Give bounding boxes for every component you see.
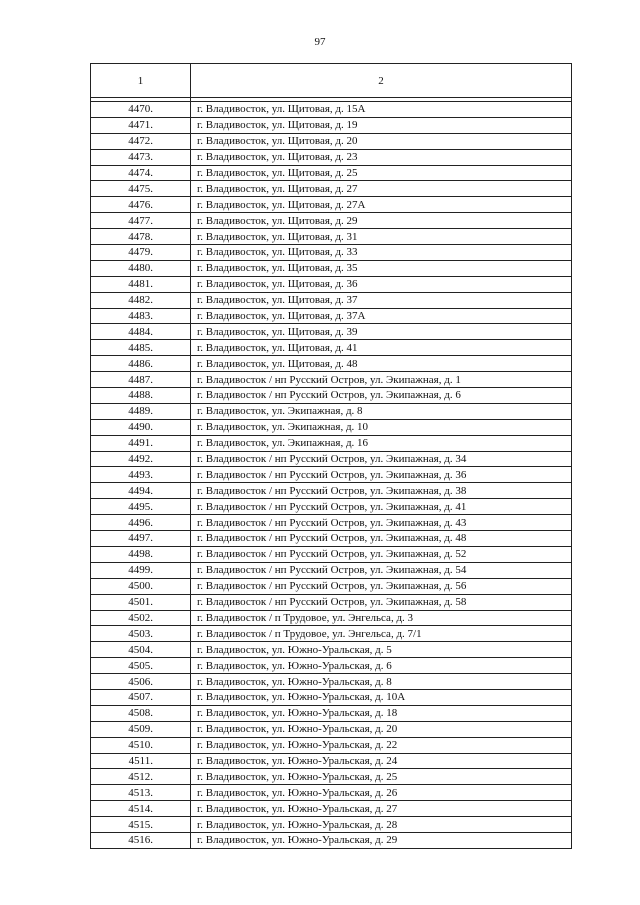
table-row [91, 817, 572, 833]
row-number: 4487. [91, 372, 191, 388]
row-address: г. Владивосток / нп Русский Остров, ул. Экипажная, д. 1 [191, 372, 572, 388]
row-address: г. Владивосток / нп Русский Остров, ул. Экипажная, д. 54 [191, 562, 572, 578]
table-row [91, 832, 572, 848]
row-address: г. Владивосток / нп Русский Остров, ул. Экипажная, д. 56 [191, 578, 572, 594]
table-row [91, 737, 572, 753]
row-address: г. Владивосток, ул. Щитовая, д. 15А [191, 102, 572, 118]
table-row [91, 499, 572, 515]
row-number: 4494. [91, 483, 191, 499]
row-number: 4511. [91, 753, 191, 769]
row-address: г. Владивосток, ул. Щитовая, д. 37 [191, 292, 572, 308]
row-address: г. Владивосток, ул. Южно-Уральская, д. 29 [191, 832, 572, 848]
table-row [91, 117, 572, 133]
table-row [91, 705, 572, 721]
row-number: 4513. [91, 785, 191, 801]
row-number: 4482. [91, 292, 191, 308]
row-address: г. Владивосток, ул. Южно-Уральская, д. 20 [191, 721, 572, 737]
row-address: г. Владивосток, ул. Щитовая, д. 39 [191, 324, 572, 340]
row-number: 4478. [91, 229, 191, 245]
row-number: 4486. [91, 356, 191, 372]
row-address: г. Владивосток, ул. Южно-Уральская, д. 24 [191, 753, 572, 769]
table-row [91, 292, 572, 308]
row-address: г. Владивосток / нп Русский Остров, ул. Экипажная, д. 48 [191, 531, 572, 547]
row-number: 4515. [91, 817, 191, 833]
row-number: 4476. [91, 197, 191, 213]
row-address: г. Владивосток, ул. Южно-Уральская, д. 18 [191, 705, 572, 721]
row-number: 4488. [91, 388, 191, 404]
table-row [91, 324, 572, 340]
row-number: 4483. [91, 308, 191, 324]
table-body [91, 102, 572, 849]
row-address: г. Владивосток, ул. Южно-Уральская, д. 26 [191, 785, 572, 801]
table-row [91, 372, 572, 388]
table-row [91, 626, 572, 642]
row-number: 4504. [91, 642, 191, 658]
row-number: 4507. [91, 689, 191, 705]
table-row [91, 451, 572, 467]
table-row [91, 546, 572, 562]
table-row [91, 213, 572, 229]
row-number: 4506. [91, 674, 191, 690]
row-address: г. Владивосток, ул. Щитовая, д. 27 [191, 181, 572, 197]
table-row [91, 245, 572, 261]
row-address: г. Владивосток, ул. Южно-Уральская, д. 28 [191, 817, 572, 833]
table-row [91, 785, 572, 801]
table-row [91, 308, 572, 324]
row-number: 4492. [91, 451, 191, 467]
row-number: 4475. [91, 181, 191, 197]
row-address: г. Владивосток, ул. Щитовая, д. 29 [191, 213, 572, 229]
row-number: 4473. [91, 149, 191, 165]
table-row [91, 229, 572, 245]
header-col-2: 2 [191, 64, 572, 98]
row-number: 4500. [91, 578, 191, 594]
row-address: г. Владивосток, ул. Щитовая, д. 23 [191, 149, 572, 165]
table-row [91, 356, 572, 372]
row-address: г. Владивосток, ул. Щитовая, д. 20 [191, 133, 572, 149]
row-number: 4514. [91, 801, 191, 817]
row-address: г. Владивосток, ул. Южно-Уральская, д. 27 [191, 801, 572, 817]
table-row [91, 721, 572, 737]
row-number: 4490. [91, 419, 191, 435]
row-number: 4501. [91, 594, 191, 610]
row-address: г. Владивосток, ул. Южно-Уральская, д. 8 [191, 674, 572, 690]
row-address: г. Владивосток, ул. Южно-Уральская, д. 6 [191, 658, 572, 674]
table-row [91, 515, 572, 531]
table-row [91, 562, 572, 578]
row-address: г. Владивосток, ул. Экипажная, д. 10 [191, 419, 572, 435]
table-row [91, 594, 572, 610]
row-number: 4505. [91, 658, 191, 674]
row-number: 4481. [91, 276, 191, 292]
table-row [91, 419, 572, 435]
row-address: г. Владивосток, ул. Щитовая, д. 31 [191, 229, 572, 245]
table-row [91, 658, 572, 674]
row-address: г. Владивосток, ул. Щитовая, д. 41 [191, 340, 572, 356]
row-number: 4474. [91, 165, 191, 181]
table-row [91, 403, 572, 419]
row-address: г. Владивосток, ул. Южно-Уральская, д. 25 [191, 769, 572, 785]
table-row [91, 197, 572, 213]
row-number: 4510. [91, 737, 191, 753]
row-address: г. Владивосток, ул. Экипажная, д. 16 [191, 435, 572, 451]
table-row [91, 133, 572, 149]
row-address: г. Владивосток / п Трудовое, ул. Энгельса, д. 3 [191, 610, 572, 626]
row-address: г. Владивосток, ул. Экипажная, д. 8 [191, 403, 572, 419]
table-row [91, 181, 572, 197]
row-address: г. Владивосток, ул. Щитовая, д. 48 [191, 356, 572, 372]
page-number: 97 [314, 36, 326, 48]
row-number: 4508. [91, 705, 191, 721]
table-row [91, 276, 572, 292]
row-address: г. Владивосток / нп Русский Остров, ул. Экипажная, д. 6 [191, 388, 572, 404]
address-table [90, 63, 572, 849]
row-address: г. Владивосток, ул. Щитовая, д. 33 [191, 245, 572, 261]
row-number: 4484. [91, 324, 191, 340]
table-row [91, 689, 572, 705]
row-address: г. Владивосток, ул. Щитовая, д. 25 [191, 165, 572, 181]
row-address: г. Владивосток, ул. Щитовая, д. 35 [191, 260, 572, 276]
row-number: 4491. [91, 435, 191, 451]
row-address: г. Владивосток / нп Русский Остров, ул. Экипажная, д. 36 [191, 467, 572, 483]
row-number: 4471. [91, 117, 191, 133]
row-address: г. Владивосток, ул. Щитовая, д. 36 [191, 276, 572, 292]
table-row [91, 165, 572, 181]
row-number: 4495. [91, 499, 191, 515]
table-row [91, 531, 572, 547]
table-row [91, 483, 572, 499]
table-row [91, 578, 572, 594]
table-row [91, 769, 572, 785]
table-header-row [91, 64, 572, 98]
row-number: 4470. [91, 102, 191, 118]
table-row [91, 642, 572, 658]
row-address: г. Владивосток / нп Русский Остров, ул. Экипажная, д. 38 [191, 483, 572, 499]
row-number: 4509. [91, 721, 191, 737]
table-row [91, 149, 572, 165]
table-row [91, 340, 572, 356]
table-row [91, 801, 572, 817]
row-number: 4489. [91, 403, 191, 419]
row-address: г. Владивосток, ул. Щитовая, д. 37А [191, 308, 572, 324]
row-address: г. Владивосток, ул. Южно-Уральская, д. 5 [191, 642, 572, 658]
table-row [91, 467, 572, 483]
row-address: г. Владивосток / нп Русский Остров, ул. Экипажная, д. 34 [191, 451, 572, 467]
table-row [91, 102, 572, 118]
row-number: 4502. [91, 610, 191, 626]
row-address: г. Владивосток / нп Русский Остров, ул. Экипажная, д. 43 [191, 515, 572, 531]
table-row [91, 260, 572, 276]
table-row [91, 753, 572, 769]
row-address: г. Владивосток / п Трудовое, ул. Энгельса, д. 7/1 [191, 626, 572, 642]
row-number: 4472. [91, 133, 191, 149]
row-number: 4479. [91, 245, 191, 261]
table-row [91, 435, 572, 451]
row-number: 4516. [91, 832, 191, 848]
row-address: г. Владивосток, ул. Южно-Уральская, д. 22 [191, 737, 572, 753]
row-address: г. Владивосток / нп Русский Остров, ул. Экипажная, д. 52 [191, 546, 572, 562]
table-row [91, 610, 572, 626]
row-number: 4485. [91, 340, 191, 356]
row-number: 4480. [91, 260, 191, 276]
row-address: г. Владивосток / нп Русский Остров, ул. Экипажная, д. 58 [191, 594, 572, 610]
row-number: 4498. [91, 546, 191, 562]
row-number: 4512. [91, 769, 191, 785]
row-address: г. Владивосток / нп Русский Остров, ул. Экипажная, д. 41 [191, 499, 572, 515]
table-row [91, 674, 572, 690]
row-number: 4497. [91, 531, 191, 547]
row-number: 4493. [91, 467, 191, 483]
row-number: 4503. [91, 626, 191, 642]
row-number: 4477. [91, 213, 191, 229]
table-row [91, 388, 572, 404]
row-address: г. Владивосток, ул. Щитовая, д. 27А [191, 197, 572, 213]
row-address: г. Владивосток, ул. Щитовая, д. 19 [191, 117, 572, 133]
header-col-1: 1 [91, 64, 191, 98]
row-address: г. Владивосток, ул. Южно-Уральская, д. 10А [191, 689, 572, 705]
row-number: 4496. [91, 515, 191, 531]
row-number: 4499. [91, 562, 191, 578]
